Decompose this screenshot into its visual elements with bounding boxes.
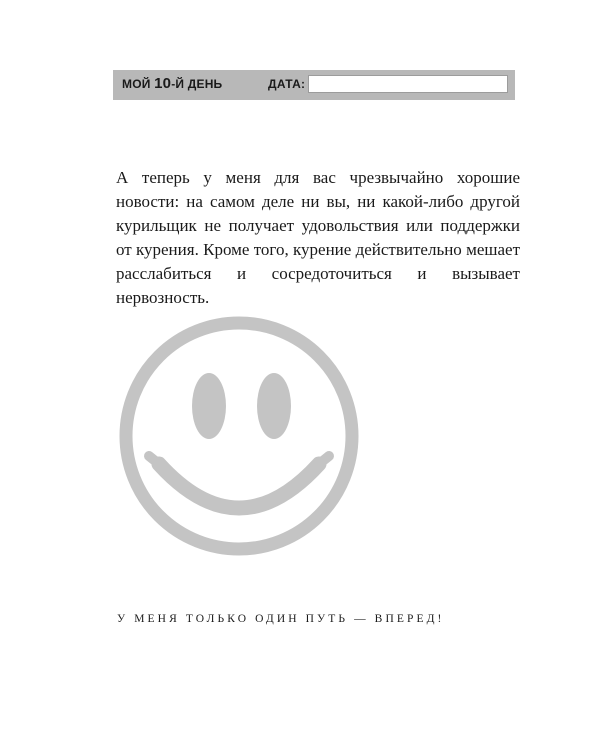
day-number: 10 xyxy=(154,75,172,92)
smiley-mouth xyxy=(159,464,319,508)
day-header-bar xyxy=(113,70,515,100)
date-field[interactable] xyxy=(308,75,508,93)
date-label: ДАТА: xyxy=(268,77,306,91)
smiley-mouth-right-cap xyxy=(309,456,329,472)
smiley-left-eye xyxy=(192,373,226,439)
body-paragraph: А теперь у меня для вас чрезвычайно хорошие новости: на самом деле ни вы, ни какой-либо другой курильщик не получает удовольствия или поддержки от курения. Кроме того, курение действительно мешает расслабиться и сосредоточиться и вызывает нервозность. xyxy=(116,168,520,307)
smiley-right-eye xyxy=(257,373,291,439)
day-label-suffix: -Й ДЕНЬ xyxy=(171,77,223,91)
day-label-prefix: МОЙ xyxy=(122,77,155,91)
motto: У МЕНЯ ТОЛЬКО ОДИН ПУТЬ — ВПЕРЕД! xyxy=(117,613,445,625)
smiley-face-icon xyxy=(119,316,359,556)
smiley-mouth-left-cap xyxy=(149,456,169,472)
day-label xyxy=(122,77,222,91)
